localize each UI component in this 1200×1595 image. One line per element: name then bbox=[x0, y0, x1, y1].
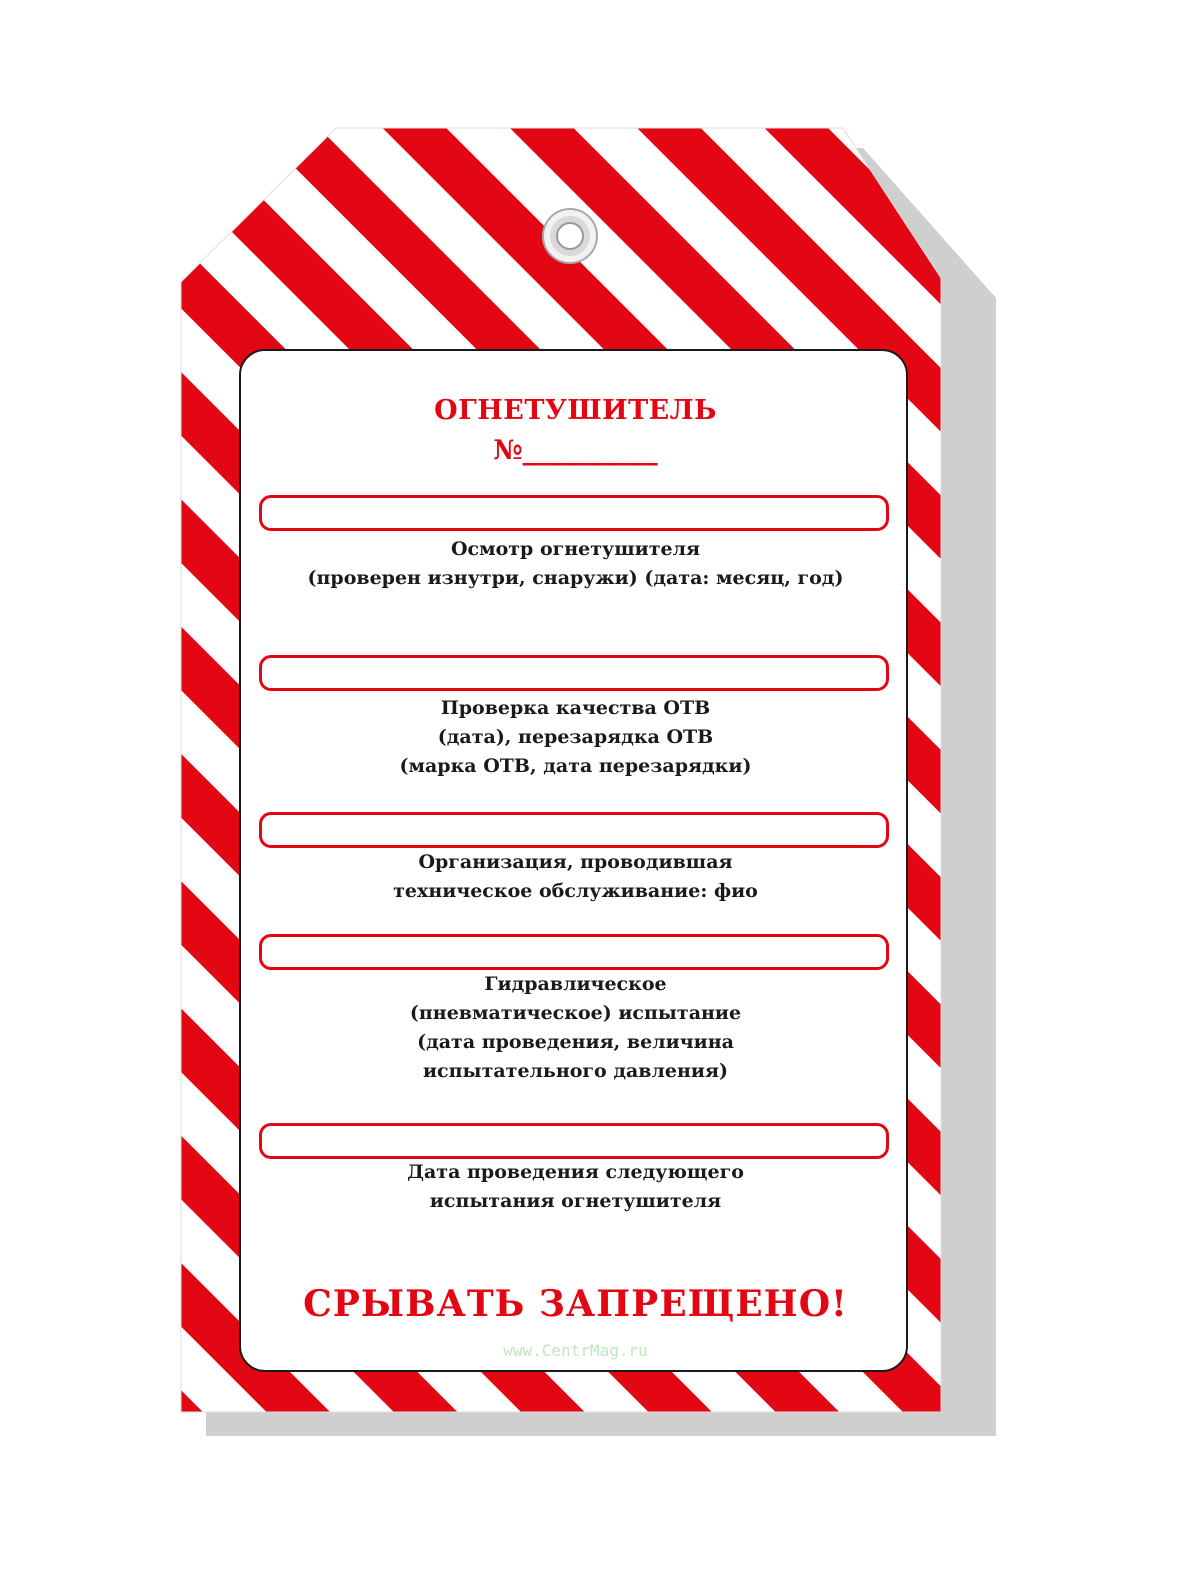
organization-field[interactable] bbox=[259, 812, 889, 848]
hydraulic-test-field[interactable] bbox=[259, 934, 889, 970]
quality-check-label: Проверка качества ОТВ (дата), перезарядка ОТВ (марка ОТВ, дата перезарядки) bbox=[399, 697, 752, 777]
inspection-field[interactable] bbox=[259, 495, 889, 531]
next-test-label: Дата проведения следующего испытания огнетушителя bbox=[407, 1161, 744, 1212]
inspection-label: Осмотр огнетушителя (проверен изнутри, снаружи) (дата: месяц, год) bbox=[307, 538, 844, 589]
warning-text: СРЫВАТЬ ЗАПРЕЩЕНО! bbox=[303, 1283, 848, 1325]
tag-title: ОГНЕТУШИТЕЛЬ bbox=[434, 395, 717, 426]
grommet-icon bbox=[543, 209, 597, 263]
hydraulic-test-label: Гидравлическое (пневматическое) испытание (дата проведения, величина испытательного давления) bbox=[409, 973, 742, 1082]
quality-check-field[interactable] bbox=[259, 655, 889, 691]
number-label: №__________ bbox=[493, 435, 658, 466]
next-test-field[interactable] bbox=[259, 1123, 889, 1159]
organization-label: Организация, проводившая техническое обслуживание: фио bbox=[393, 851, 758, 902]
info-panel bbox=[239, 349, 908, 1372]
watermark: www.CentrMag.ru bbox=[503, 1341, 648, 1360]
